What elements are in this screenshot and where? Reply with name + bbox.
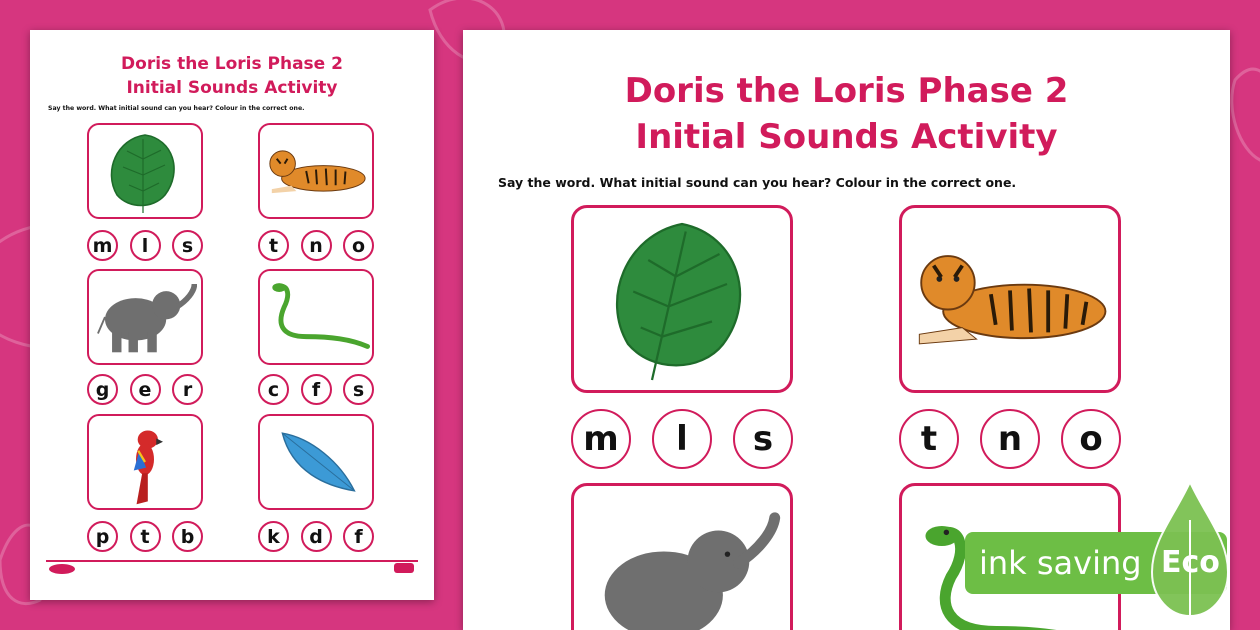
letter-option[interactable]: t [258,230,289,261]
letter-option[interactable]: s [343,374,374,405]
letter-option[interactable]: m [571,409,631,469]
instruction-text: Say the word. What initial sound can you hear? Colour in the correct one. [48,105,305,112]
eco-label: Eco [1161,545,1220,580]
worksheet-title [30,52,434,100]
letter-options-row [899,409,1121,469]
worksheet-thumbnail [30,30,434,600]
picture-card-elephant [571,483,793,630]
picture-card-feather [258,414,374,510]
letter-option[interactable]: s [172,230,203,261]
letter-option[interactable]: d [301,521,332,552]
letter-options-row [87,230,203,261]
worksheet-title [463,68,1230,160]
letter-option[interactable]: s [733,409,793,469]
leaf-icon [607,214,757,384]
letter-option[interactable]: o [1061,409,1121,469]
picture-card-tiger [258,123,374,219]
footer-mascot-icon [392,560,416,576]
letter-option[interactable]: t [899,409,959,469]
ink-saving-label: ink saving [979,544,1142,582]
letter-option[interactable]: k [258,521,289,552]
letter-options-row [87,374,203,405]
elephant-icon [93,277,197,357]
letter-option[interactable]: g [87,374,118,405]
snake-icon [262,277,370,357]
picture-card-elephant [87,269,203,365]
letter-option[interactable]: o [343,230,374,261]
letter-option[interactable]: l [652,409,712,469]
instruction-text: Say the word. What initial sound can you hear? Colour in the correct one. [498,175,1017,190]
title-line-2: Initial Sounds Activity [635,117,1058,157]
feather-icon [268,422,364,502]
letter-option[interactable]: c [258,374,289,405]
publisher-logo-icon [48,563,76,575]
letter-option[interactable]: n [980,409,1040,469]
title-line-1: Doris the Loris Phase 2 [121,54,343,74]
letter-option[interactable]: l [130,230,161,261]
picture-card-leaf [87,123,203,219]
letter-options-row [258,230,374,261]
letter-options-row [258,374,374,405]
picture-card-snake [258,269,374,365]
letter-option[interactable]: f [301,374,332,405]
letter-option[interactable]: e [130,374,161,405]
elephant-icon [582,506,782,630]
letter-option[interactable]: r [172,374,203,405]
title-line-2: Initial Sounds Activity [126,78,338,98]
letter-option[interactable]: n [301,230,332,261]
parrot-icon [115,417,175,507]
letter-option[interactable]: b [172,521,203,552]
letter-option[interactable]: t [130,521,161,552]
letter-option[interactable]: m [87,230,118,261]
letter-options-row [87,521,203,552]
letter-options-row [571,409,793,469]
tiger-icon [905,244,1115,354]
leaf-icon [105,127,185,215]
footer-divider [46,560,418,562]
letter-option[interactable]: p [87,521,118,552]
letter-options-row [258,521,374,552]
picture-card-parrot [87,414,203,510]
tiger-icon [262,143,370,199]
letter-option[interactable]: f [343,521,374,552]
picture-card-tiger [899,205,1121,393]
picture-card-leaf [571,205,793,393]
title-line-1: Doris the Loris Phase 2 [624,71,1069,111]
